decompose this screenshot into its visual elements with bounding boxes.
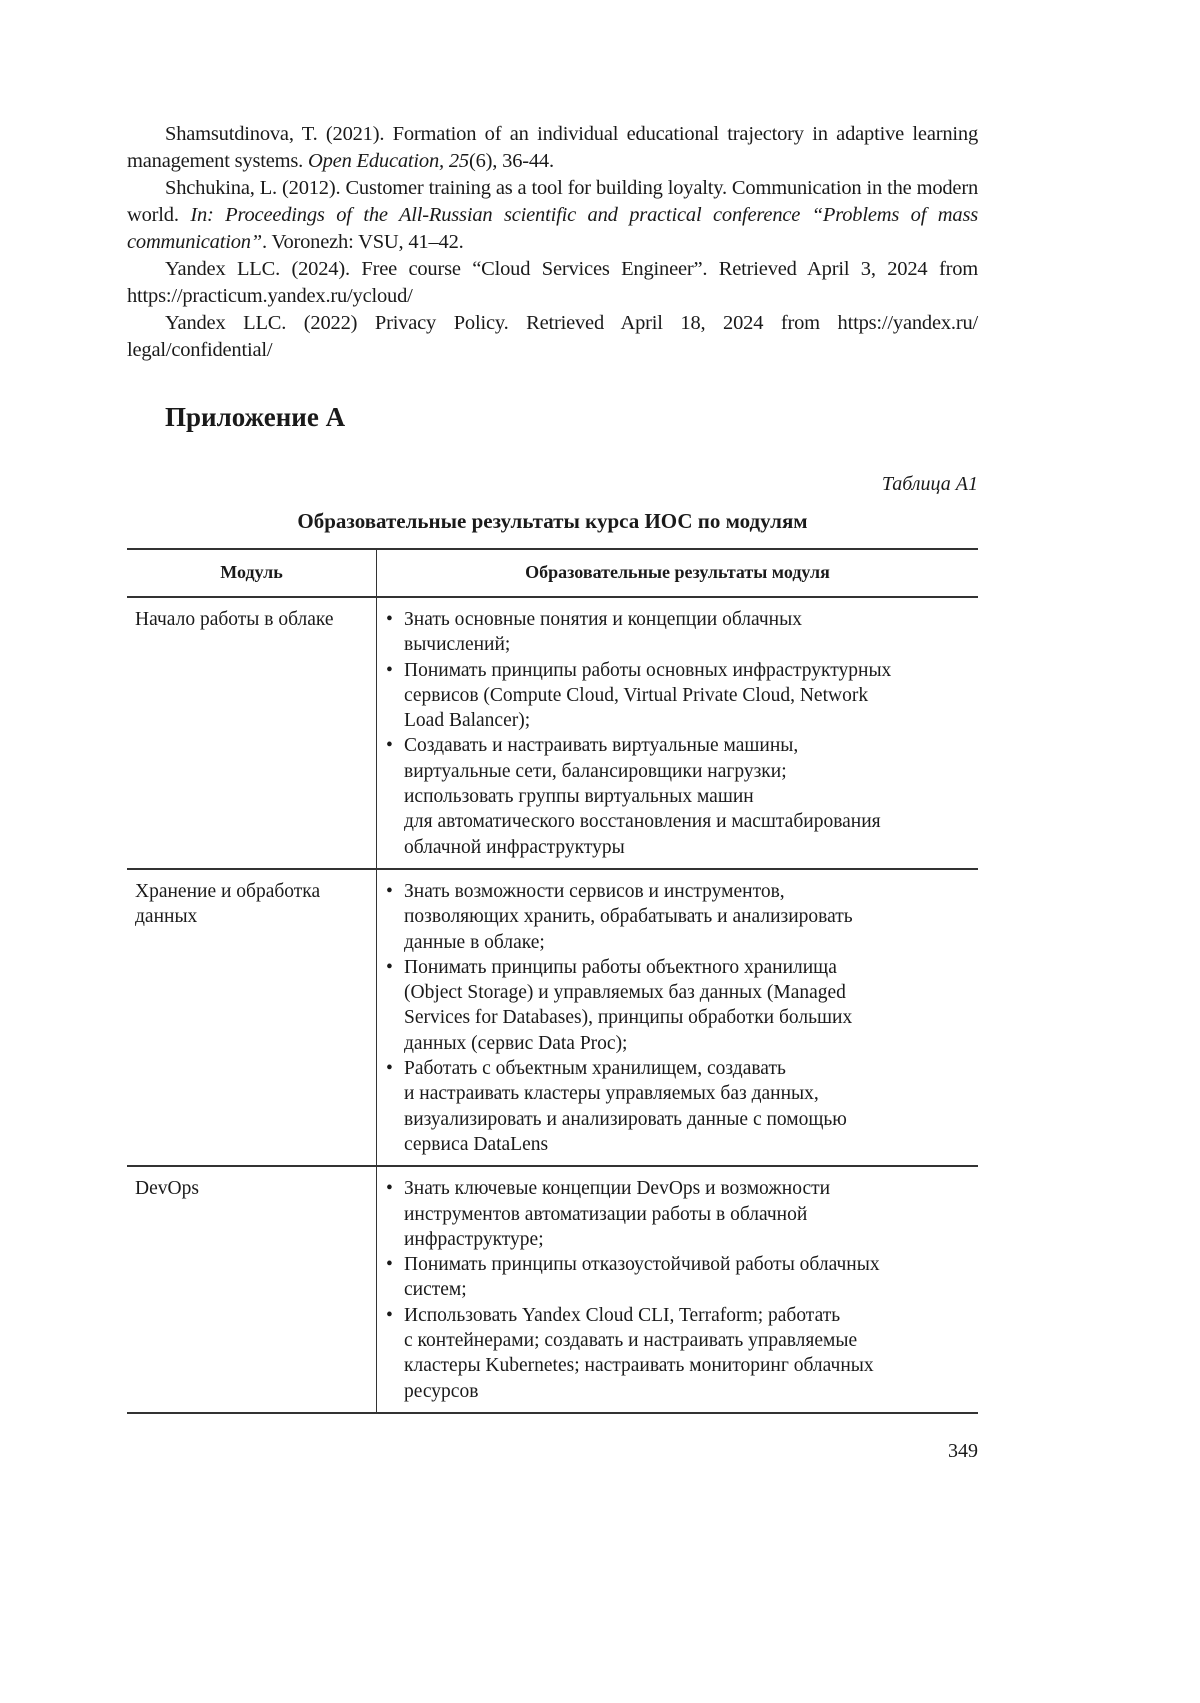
module-name: DevOps: [127, 1166, 377, 1413]
reference-item: [127, 256, 978, 310]
table-header-row: [127, 549, 978, 597]
results-list: [385, 607, 970, 860]
page-number: 349: [948, 1440, 978, 1463]
reference-source: In: Proceedings of the All-Russian scientific and practical conference “Problems of mass communication”: [127, 204, 978, 253]
module-name: Хранение и обработка данных: [127, 869, 377, 1166]
reference-text: Yandex LLC. (2024). Free course “Cloud Services Engineer”. Retrieved April 3, 2024 from https://practicum.yandex.ru/ycloud/: [127, 258, 978, 307]
reference-text: Shchukina, L. (2012). Customer training as a tool for building loyalty. Communication in the modern world.: [127, 177, 978, 226]
module-results: [377, 869, 979, 1166]
table-row: [127, 1166, 978, 1413]
module-results: [377, 597, 979, 869]
result-bullet: • Понимать принципы работы основных инфраструктурных сервисов (Compute Cloud, Virtual Private Cloud, Network Load Balancer);: [385, 658, 970, 734]
table-row: [127, 597, 978, 869]
reference-text: Yandex LLC. (2022) Privacy Policy. Retrieved April 18, 2024 from https://yandex.ru/ legal/confidential/: [127, 312, 978, 361]
result-bullet: • Знать возможности сервисов и инструментов, позволяющих хранить, обрабатывать и анализировать данные в облаке;: [385, 879, 970, 955]
reference-text: (6), 36-44.: [469, 150, 554, 172]
header-module: Модуль: [127, 549, 377, 597]
result-bullet: • Понимать принципы работы объектного хранилища (Object Storage) и управляемых баз данных (Managed Services for Databases), принципы обработки больших данных (сервис Data Proc);: [385, 955, 970, 1056]
results-list: [385, 879, 970, 1157]
result-bullet: • Использовать Yandex Cloud CLI, Terraform; работать с контейнерами; создавать и настраивать управляемые кластеры Kubernetes; настраивать мониторинг облачных ресурсов: [385, 1303, 970, 1404]
module-results: [377, 1166, 979, 1413]
result-bullet: • Понимать принципы отказоустойчивой работы облачных систем;: [385, 1252, 970, 1303]
reference-text: . Voronezh: VSU, 41–42.: [262, 231, 464, 253]
module-name: Начало работы в облаке: [127, 597, 377, 869]
table-row: [127, 869, 978, 1166]
result-bullet: • Знать основные понятия и концепции облачных вычислений;: [385, 607, 970, 658]
header-results: Образовательные результаты модуля: [377, 549, 979, 597]
reference-text: Shamsutdinova, T. (2021). Formation of an individual educational trajectory in adaptive learning management systems.: [127, 123, 978, 172]
reference-item: [127, 175, 978, 256]
appendix-heading: Приложение А: [165, 402, 345, 433]
table-title: Образовательные результаты курса ИОС по модулям: [127, 509, 978, 534]
results-table: [127, 548, 978, 1414]
result-bullet: • Создавать и настраивать виртуальные машины, виртуальные сети, балансировщики нагрузки; использовать группы виртуальных машин для автоматического восстановления и масштабирования облачной инфраструктуры: [385, 733, 970, 859]
results-list: [385, 1176, 970, 1404]
reference-item: [127, 121, 978, 175]
reference-item: [127, 310, 978, 364]
result-bullet: • Знать ключевые концепции DevOps и возможности инструментов автоматизации работы в облачной инфраструктуре;: [385, 1176, 970, 1252]
result-bullet: • Работать с объектным хранилищем, создавать и настраивать кластеры управляемых баз данных, визуализировать и анализировать данные с помощью сервиса DataLens: [385, 1056, 970, 1157]
table-label: Таблица А1: [882, 473, 978, 496]
reference-source: Open Education, 25: [308, 150, 469, 172]
references-list: [127, 121, 978, 364]
